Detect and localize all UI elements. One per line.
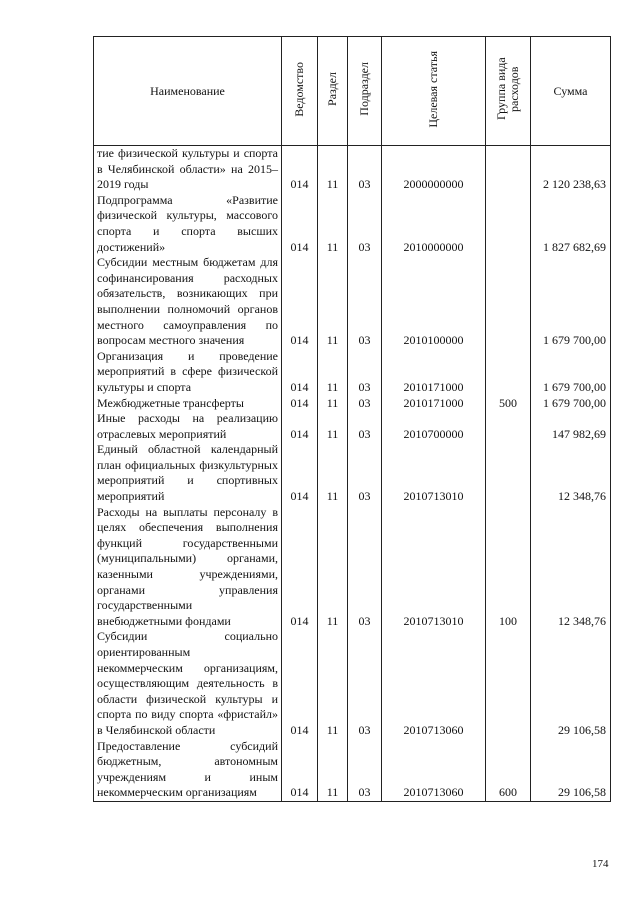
cell-gruppa: 100 [486,505,531,630]
cell-summa: 29 106,58 [531,739,611,802]
cell-razdel: 11 [318,193,348,255]
cell-ved: 014 [282,442,318,504]
cell-razdel: 11 [318,146,348,193]
cell-gruppa: 500 [486,396,531,412]
table-header-row [94,37,611,146]
cell-ved: 014 [282,411,318,442]
cell-name: Организация и проведение мероприятий в сфере физической культуры и спорта [94,349,282,396]
cell-summa: 29 106,58 [531,629,611,738]
table-row [94,629,611,738]
cell-summa: 1 827 682,69 [531,193,611,255]
cell-podrazdel: 03 [348,629,382,738]
cell-celevaya: 2000000000 [382,146,486,193]
cell-celevaya: 2010713010 [382,442,486,504]
table-row [94,411,611,442]
cell-ved: 014 [282,739,318,802]
cell-razdel: 11 [318,396,348,412]
cell-razdel: 11 [318,442,348,504]
cell-gruppa [486,629,531,738]
cell-podrazdel: 03 [348,193,382,255]
cell-name: Предоставление субсидий бюджетным, автономным учреждениям и иным некоммерческим организациям [94,739,282,802]
cell-celevaya: 2010100000 [382,255,486,349]
cell-name: Подпрограмма «Развитие физической культуры, массового спорта и спорта высших достижений» [94,193,282,255]
cell-podrazdel: 03 [348,505,382,630]
cell-celevaya: 2010700000 [382,411,486,442]
cell-summa: 12 348,76 [531,505,611,630]
cell-summa: 147 982,69 [531,411,611,442]
cell-razdel: 11 [318,629,348,738]
cell-name: Субсидии местным бюджетам для софинансирования расходных обязательств, возникающих при выполнении полномочий органов местного самоуправления по вопросам местного значения [94,255,282,349]
table-row [94,193,611,255]
cell-razdel: 11 [318,739,348,802]
cell-name: Субсидии социально ориентированным некоммерческим организациям, осуществляющим деятельность в области физической культуры и спорта по виду спорта «фристайл» в Челябинской области [94,629,282,738]
table-row [94,255,611,349]
cell-summa: 1 679 700,00 [531,255,611,349]
cell-name: Единый областной календарный план официальных физкультурных мероприятий и спортивных мероприятий [94,442,282,504]
cell-razdel: 11 [318,505,348,630]
table-row [94,146,611,193]
cell-gruppa: 600 [486,739,531,802]
table-row [94,349,611,396]
cell-gruppa [486,442,531,504]
cell-podrazdel: 03 [348,255,382,349]
table-body [94,146,611,802]
cell-razdel: 11 [318,349,348,396]
cell-ved: 014 [282,193,318,255]
cell-name: Иные расходы на реализацию отраслевых мероприятий [94,411,282,442]
cell-celevaya: 2010171000 [382,349,486,396]
cell-celevaya: 2010171000 [382,396,486,412]
page-number: 174 [592,858,609,870]
cell-ved: 014 [282,255,318,349]
cell-celevaya: 2010713060 [382,629,486,738]
cell-razdel: 11 [318,411,348,442]
cell-celevaya: 2010713010 [382,505,486,630]
cell-celevaya: 2010713060 [382,739,486,802]
cell-name: Межбюджетные трансферты [94,396,282,412]
cell-gruppa [486,349,531,396]
header-ved: Ведомство [282,37,318,146]
header-summa: Сумма [531,37,611,146]
header-gruppa: Группа вида расходов [486,37,531,146]
table-row [94,396,611,412]
cell-name: Расходы на выплаты персоналу в целях обеспечения выполнения функций государственными (муниципальными) органами, казенными учреждениями, органами управления государственными внебюджетными фондами [94,505,282,630]
budget-table [93,36,611,802]
cell-podrazdel: 03 [348,411,382,442]
table-row [94,442,611,504]
cell-ved: 014 [282,629,318,738]
cell-summa: 1 679 700,00 [531,396,611,412]
cell-ved: 014 [282,396,318,412]
cell-podrazdel: 03 [348,349,382,396]
cell-podrazdel: 03 [348,442,382,504]
cell-ved: 014 [282,505,318,630]
cell-name: тие физической культуры и спорта в Челябинской области» на 2015–2019 годы [94,146,282,193]
cell-summa: 12 348,76 [531,442,611,504]
cell-ved: 014 [282,349,318,396]
cell-gruppa [486,193,531,255]
cell-gruppa [486,255,531,349]
cell-razdel: 11 [318,255,348,349]
cell-podrazdel: 03 [348,396,382,412]
cell-podrazdel: 03 [348,146,382,193]
header-name: Наименование [94,37,282,146]
cell-gruppa [486,411,531,442]
cell-summa: 1 679 700,00 [531,349,611,396]
header-podrazdel: Подраздел [348,37,382,146]
header-celevaya: Целевая статья [382,37,486,146]
cell-summa: 2 120 238,63 [531,146,611,193]
cell-ved: 014 [282,146,318,193]
table-row [94,505,611,630]
cell-gruppa [486,146,531,193]
cell-celevaya: 2010000000 [382,193,486,255]
header-razdel: Раздел [318,37,348,146]
cell-podrazdel: 03 [348,739,382,802]
table-row [94,739,611,802]
